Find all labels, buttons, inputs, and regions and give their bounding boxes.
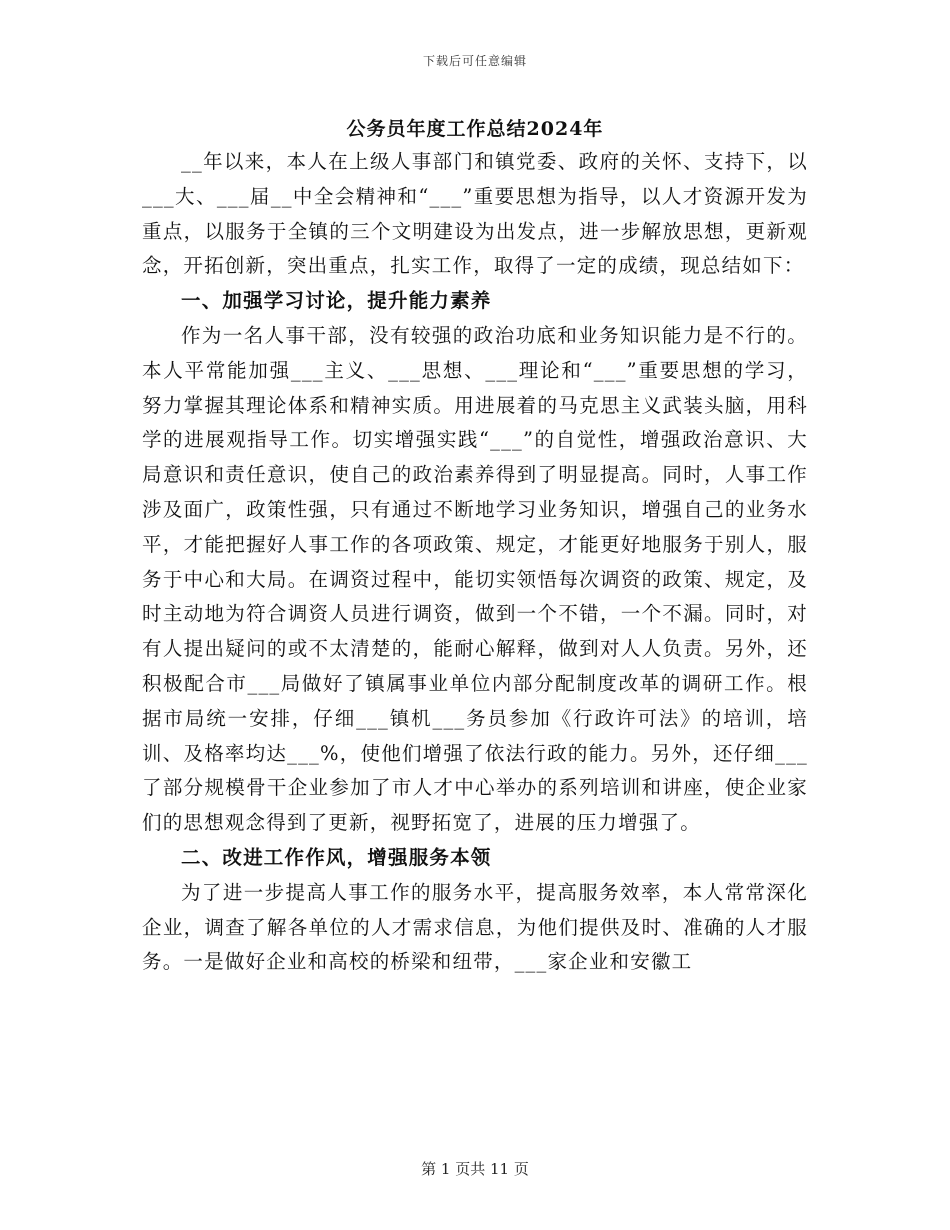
- section-heading-2: 二、改进工作作风，增强服务本领: [181, 845, 492, 869]
- intro-paragraph: __年以来，本人在上级人事部门和镇党委、政府的关怀、支持下，以___大、___届__中全会精神和“___”重要思想为指导，以人才资源开发为重点，以服务于全镇的三个文明建设为出发点，进一步解放思想，更新观念，开拓创新，突出重点，扎实工作，取得了一定的成绩，现总结如下：: [142, 150, 808, 278]
- document-title: 公务员年度工作总结2024年: [346, 118, 604, 140]
- section-1-paragraph: 作为一名人事干部，没有较强的政治功底和业务知识能力是不行的。本人平常能加强___主义、___思想、___理论和“___”重要思想的学习，努力掌握其理论体系和精神实质。用进展着的马克思主义武装头脑，用科学的进展观指导工作。切实增强实践“___”的自觉性，增强政治意识、大局意识和责任意识，使自己的政治素养得到了明显提高。同时，人事工作涉及面广，政策性强，只有通过不断地学习业务知识，增强自己的业务水平，才能把握好人事工作的各项政策、规定，才能更好地服务于别人，服务于中心和大局。在调资过程中，能切实领悟每次调资的政策、规定，及时主动地为符合调资人员进行调资，做到一个不错，一个不漏。同时，对有人提出疑问的或不太清楚的，能耐心解释，做到对人人负责。另外，还积极配合市___局做好了镇属事业单位内部分配制度改革的调研工作。根据市局统一安排，仔细___镇机___务员参加《行政许可法》的培训，培训、及格率均达___%，使他们增强了依法行政的能力。另外，还仔细___了部分规模骨干企业参加了市人才中心举办的系列培训和讲座，使企业家们的思想观念得到了更新，视野拓宽了，进展的压力增强了。: [142, 323, 808, 835]
- section-2-paragraph: 为了进一步提高人事工作的服务水平，提高服务效率，本人常常深化企业，调查了解各单位的人才需求信息，为他们提供及时、准确的人才服务。一是做好企业和高校的桥梁和纽带，___家企业和安徽工: [142, 880, 808, 974]
- document-body: [142, 145, 808, 980]
- header-note: 下载后可任意编辑: [422, 54, 527, 68]
- page-footer: 第 1 页共 11 页: [421, 1160, 529, 1178]
- section-heading-1: 一、加强学习讨论，提升能力素养: [181, 289, 492, 313]
